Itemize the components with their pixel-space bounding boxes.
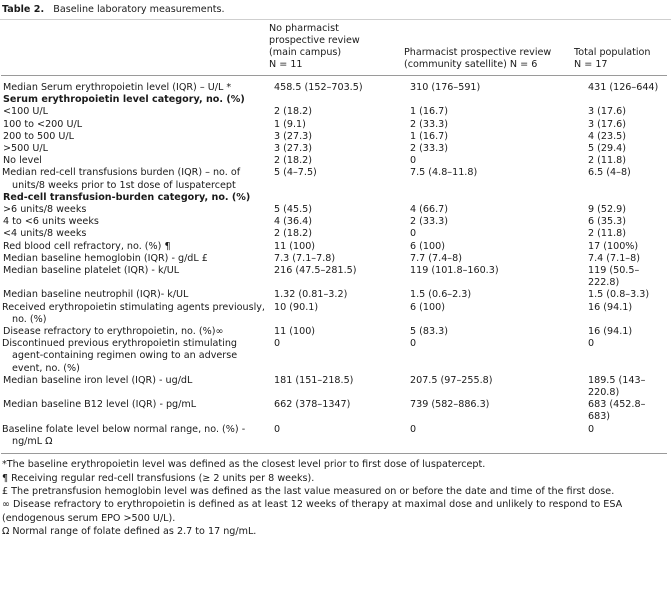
table-row [1, 106, 667, 118]
cell-col-2: 207.5 (97–255.8) [410, 374, 493, 386]
column-header-pharmacist [404, 20, 574, 76]
cell-col-1: 0 [274, 423, 281, 435]
cell-col-2: 7.5 (4.8–11.8) [410, 167, 478, 179]
cell-col-1: 11 (100) [274, 326, 316, 338]
column-header-total [574, 20, 667, 76]
cell-col-1: 3 (27.3) [274, 143, 313, 155]
table-row [1, 338, 667, 375]
column-header-row [1, 20, 667, 76]
table-row [1, 253, 667, 265]
column-header-line: (community satellite) N = 6 [404, 59, 538, 70]
table-row [1, 265, 667, 289]
cell-col-2: 310 (176–591) [410, 82, 481, 93]
footnote: *The baseline erythropoietin level was defined as the closest level prior to first dose of luspatercept. [2, 459, 486, 471]
cell-col-2: 5 (83.3) [410, 326, 449, 338]
column-header-line: N = 11 [269, 59, 303, 70]
table-row [1, 375, 667, 399]
table-row [1, 82, 667, 94]
cell-col-2: 2 (33.3) [410, 216, 449, 228]
column-header-no-pharmacist [269, 20, 404, 76]
cell-col-3: 0 [588, 338, 595, 350]
cell-col-3: 17 (100%) [588, 240, 639, 252]
cell-col-3: 6.5 (4–8) [588, 167, 631, 179]
table-row [1, 119, 667, 131]
row-label: Median baseline B12 level (IQR) - pg/mL [3, 399, 197, 411]
table-caption [0, 0, 671, 20]
column-header-line: (main campus) [269, 47, 342, 58]
cell-col-3: 2 (11.8) [588, 228, 627, 240]
cell-col-2: 1 (16.7) [410, 106, 449, 118]
cell-col-2: 7.7 (7.4–8) [410, 252, 462, 264]
row-label: Baseline folate level below normal range, no. (%) - ng/mL Ω [2, 423, 246, 447]
cell-col-3 [574, 94, 667, 106]
cell-col-2: 0 [410, 338, 417, 350]
table-row [1, 399, 667, 423]
cell-col-3: 3 (17.6) [588, 118, 627, 130]
cell-col-3: 683 (452.8–683) [588, 399, 646, 423]
row-label: 100 to <200 U/L [3, 118, 83, 130]
row-label: Median baseline hemoglobin (IQR) - g/dL £ [3, 252, 208, 264]
table-row [1, 289, 667, 301]
cell-col-1: 5 (45.5) [274, 204, 313, 216]
column-header-line: Total population [574, 47, 651, 58]
footnote: ∞ Disease refractory to erythropoietin is defined as at least 12 weeks of therapy at maximal dose and unlikely to respond to ESA (endogenous serum EPO >500 U/L). [2, 499, 623, 524]
cell-col-1: 11 (100) [274, 240, 316, 252]
cell-col-2: 0 [410, 155, 417, 167]
cell-col-1: 662 (378–1347) [274, 399, 351, 411]
footnote: £ The pretransfusion hemoglobin level was defined as the last value measured on or before the date and time of the first dose. [2, 485, 615, 497]
cell-col-2: 2 (33.3) [410, 143, 449, 155]
cell-col-2: 2 (33.3) [410, 118, 449, 130]
cell-col-1: 1.32 (0.81–3.2) [274, 289, 348, 301]
column-header-line: No pharmacist [269, 23, 339, 34]
category-header-row [1, 192, 667, 204]
cell-col-1 [269, 94, 404, 106]
cell-col-1: 7.3 (7.1–7.8) [274, 252, 336, 264]
row-label: Median red-cell transfusions burden (IQR) – no. of units/8 weeks prior to 1st dose of luspatercept [2, 167, 241, 191]
cell-col-2 [404, 192, 574, 204]
cell-col-1: 10 (90.1) [274, 301, 319, 313]
table-row [1, 424, 667, 451]
table-row [1, 204, 667, 216]
cell-col-2: 6 (100) [410, 240, 445, 252]
table-row [1, 326, 667, 338]
footnote: ¶ Receiving regular red-cell transfusions (≥ 2 units per 8 weeks). [2, 472, 315, 484]
cell-col-1: 1 (9.1) [274, 118, 306, 130]
row-label: <100 U/L [3, 106, 48, 118]
row-label: 200 to 500 U/L [3, 130, 75, 142]
table-row [1, 167, 667, 191]
row-label: Received erythropoietin stimulating agents previously, no. (%) [2, 301, 265, 325]
table-row [1, 241, 667, 253]
cell-col-2 [404, 94, 574, 106]
footnotes [0, 454, 671, 538]
cell-col-1 [269, 192, 404, 204]
cell-col-2: 1 (16.7) [410, 130, 449, 142]
row-label: Discontinued previous erythropoietin stimulating agent-containing regimen owing to an adverse event, no. (%) [2, 338, 238, 374]
cell-col-1: 216 (47.5–281.5) [274, 265, 357, 277]
row-label: No level [3, 155, 42, 167]
cell-col-1: 5 (4–7.5) [274, 167, 317, 179]
table-row [1, 131, 667, 143]
category-label: Red-cell transfusion-burden category, no. (%) [3, 191, 251, 203]
table-body [1, 76, 667, 452]
cell-col-3: 5 (29.4) [588, 143, 627, 155]
column-header-line: Pharmacist prospective review [404, 47, 552, 58]
row-label: Disease refractory to erythropoietin, no. (%)∞ [3, 326, 224, 338]
row-label: Median Serum erythropoietin level (IQR) – U/L * [3, 82, 232, 93]
category-header-row [1, 94, 667, 106]
cell-col-1: 0 [274, 338, 281, 350]
cell-col-1: 2 (18.2) [274, 228, 313, 240]
cell-col-2: 0 [410, 228, 417, 240]
cell-col-3: 2 (11.8) [588, 155, 627, 167]
cell-col-1: 2 (18.2) [274, 155, 313, 167]
table-title: Baseline laboratory measurements. [53, 4, 225, 15]
row-label: Median baseline platelet (IQR) - k/UL [3, 265, 180, 277]
column-header-label [1, 20, 269, 76]
cell-col-3: 16 (94.1) [588, 326, 633, 338]
row-label: >500 U/L [3, 143, 48, 155]
footnote: Ω Normal range of folate defined as 2.7 to 17 ng/mL. [2, 526, 257, 538]
row-label: Median baseline iron level (IQR) - ug/dL [3, 374, 193, 386]
cell-col-2: 4 (66.7) [410, 204, 449, 216]
cell-col-1: 458.5 (152–703.5) [274, 82, 363, 93]
cell-col-3 [574, 192, 667, 204]
cell-col-2: 1.5 (0.6–2.3) [410, 289, 472, 301]
row-label: Red blood cell refractory, no. (%) ¶ [3, 240, 171, 252]
table-row [1, 228, 667, 240]
cell-col-1: 181 (151–218.5) [274, 374, 354, 386]
table-row [1, 155, 667, 167]
row-label: 4 to <6 units weeks [3, 216, 99, 228]
baseline-lab-table [1, 20, 667, 451]
row-label: <4 units/8 weeks [3, 228, 87, 240]
cell-col-3: 119 (50.5–222.8) [588, 265, 640, 289]
cell-col-3: 431 (126–644) [588, 82, 659, 93]
table-row [1, 143, 667, 155]
cell-col-2: 0 [410, 423, 417, 435]
cell-col-2: 739 (582–886.3) [410, 399, 490, 411]
cell-col-2: 119 (101.8–160.3) [410, 265, 499, 277]
cell-col-3: 9 (52.9) [588, 204, 627, 216]
row-label: Median baseline neutrophil (IQR)- k/UL [3, 289, 189, 301]
category-label: Serum erythropoietin level category, no. (%) [3, 94, 245, 106]
table-row [1, 302, 667, 326]
cell-col-3: 189.5 (143–220.8) [588, 374, 646, 399]
cell-col-3: 16 (94.1) [588, 301, 633, 313]
table-row [1, 216, 667, 228]
cell-col-3: 3 (17.6) [588, 106, 627, 118]
row-label: >6 units/8 weeks [3, 204, 87, 216]
cell-col-1: 2 (18.2) [274, 106, 313, 118]
table-number: Table 2. [2, 4, 45, 15]
cell-col-3: 0 [588, 423, 595, 435]
cell-col-3: 6 (35.3) [588, 216, 627, 228]
cell-col-1: 4 (36.4) [274, 216, 313, 228]
cell-col-3: 4 (23.5) [588, 130, 627, 142]
cell-col-2: 6 (100) [410, 301, 445, 313]
column-header-line: N = 17 [574, 59, 608, 70]
column-header-line: prospective review [269, 35, 360, 46]
cell-col-1: 3 (27.3) [274, 130, 313, 142]
cell-col-3: 7.4 (7.1–8) [588, 252, 640, 264]
cell-col-3: 1.5 (0.8–3.3) [588, 289, 650, 301]
